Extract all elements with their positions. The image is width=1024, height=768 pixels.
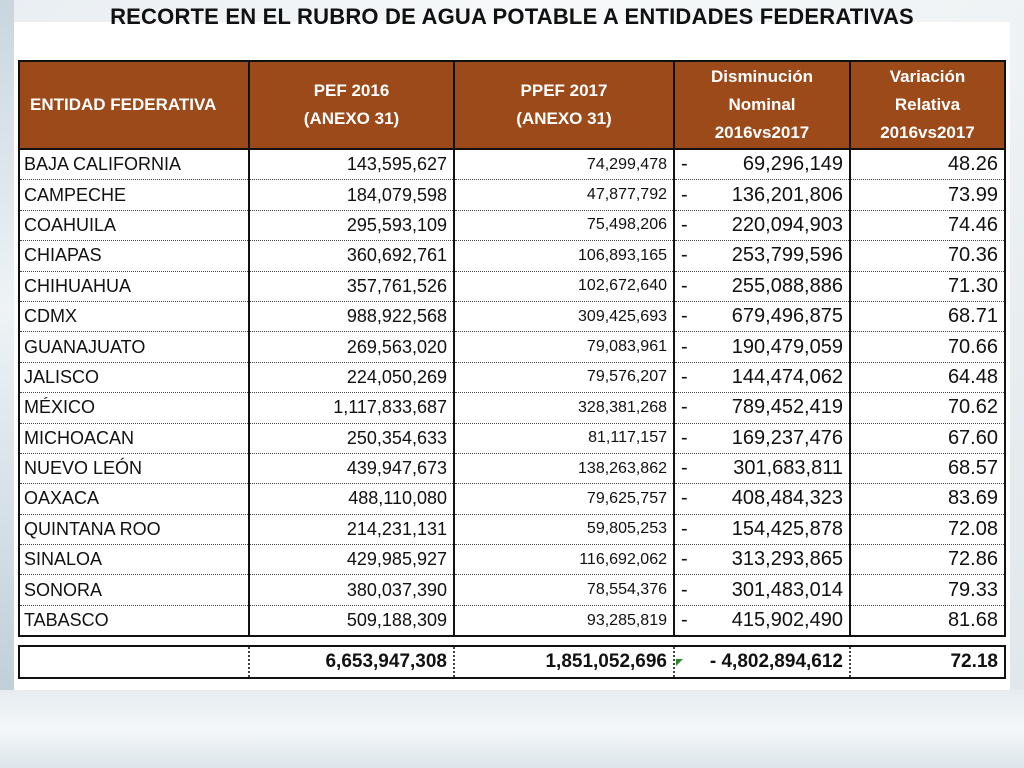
cell-pef2016: 380,037,390 <box>249 575 454 605</box>
table-row <box>19 605 1005 636</box>
table-row <box>19 241 1005 271</box>
table-row <box>19 423 1005 453</box>
cell-variacion: 81.68 <box>850 605 1005 636</box>
total-ppef2017: 1,851,052,696 <box>454 646 674 678</box>
totals-body <box>19 636 1005 678</box>
header-entidad-label: ENTIDAD FEDERATIVA <box>30 95 217 114</box>
table-row <box>19 271 1005 301</box>
cell-ppef2017: 81,117,157 <box>454 423 674 453</box>
cell-disminucion <box>674 423 850 453</box>
cell-ppef2017: 79,625,757 <box>454 484 674 514</box>
cell-disminucion <box>674 575 850 605</box>
table-row <box>19 362 1005 392</box>
cell-entidad: MÉXICO <box>19 393 249 423</box>
cell-variacion: 72.86 <box>850 545 1005 575</box>
totals-row <box>19 646 1005 678</box>
table-row <box>19 484 1005 514</box>
cell-ppef2017: 47,877,792 <box>454 180 674 210</box>
disminucion-wrap <box>681 244 843 267</box>
table-row <box>19 514 1005 544</box>
minus-sign: - <box>681 548 688 571</box>
disminucion-value: 144,474,062 <box>731 365 843 388</box>
cell-entidad: CDMX <box>19 301 249 331</box>
table-row <box>19 575 1005 605</box>
disminucion-value: 313,293,865 <box>731 548 843 571</box>
minus-sign: - <box>681 457 688 480</box>
cell-ppef2017: 79,083,961 <box>454 332 674 362</box>
table-header <box>19 61 1005 149</box>
total-disminucion: - 4,802,894,612 <box>674 646 850 678</box>
minus-sign: - <box>681 487 688 510</box>
cell-comment-marker <box>676 659 683 666</box>
cell-pef2016: 269,563,020 <box>249 332 454 362</box>
minus-sign: - <box>681 426 688 449</box>
minus-sign: - <box>681 244 688 267</box>
disminucion-wrap <box>681 305 843 328</box>
disminucion-value: 220,094,903 <box>731 213 843 236</box>
disminucion-value: 408,484,323 <box>731 487 843 510</box>
cell-variacion: 74.46 <box>850 210 1005 240</box>
header-pef2016 <box>249 61 454 149</box>
cell-disminucion <box>674 393 850 423</box>
table-row <box>19 301 1005 331</box>
disminucion-value: 789,452,419 <box>731 396 843 419</box>
cell-pef2016: 988,922,568 <box>249 301 454 331</box>
disminucion-value: 301,483,014 <box>731 578 843 601</box>
header-entidad <box>19 61 249 149</box>
cell-variacion: 48.26 <box>850 149 1005 180</box>
cell-pef2016: 357,761,526 <box>249 271 454 301</box>
slide-left-edge <box>0 0 14 768</box>
disminucion-wrap <box>681 396 843 419</box>
cell-entidad: MICHOACAN <box>19 423 249 453</box>
minus-sign: - <box>681 517 688 540</box>
cell-disminucion <box>674 301 850 331</box>
disminucion-wrap <box>681 609 843 632</box>
cell-variacion: 68.57 <box>850 453 1005 483</box>
disminucion-value: 301,683,811 <box>733 457 843 480</box>
disminucion-value: 255,088,886 <box>731 274 843 297</box>
cell-variacion: 72.08 <box>850 514 1005 544</box>
disminucion-wrap <box>681 427 843 450</box>
budget-table <box>18 60 1006 679</box>
cell-entidad: SINALOA <box>19 545 249 575</box>
disminucion-wrap <box>681 579 843 602</box>
cell-pef2016: 143,595,627 <box>249 149 454 180</box>
cell-ppef2017: 74,299,478 <box>454 149 674 180</box>
cell-pef2016: 509,188,309 <box>249 605 454 636</box>
minus-sign: - <box>681 396 688 419</box>
disminucion-value: 679,496,875 <box>731 305 843 328</box>
minus-sign: - <box>681 305 688 328</box>
cell-disminucion <box>674 484 850 514</box>
cell-entidad: SONORA <box>19 575 249 605</box>
cell-ppef2017: 59,805,253 <box>454 514 674 544</box>
cell-variacion: 70.66 <box>850 332 1005 362</box>
header-disminucion <box>674 61 850 149</box>
header-variacion-line2: Relativa <box>894 95 961 114</box>
header-variacion-line3: 2016vs2017 <box>880 123 975 142</box>
header-pef2016-line2: (ANEXO 31) <box>303 109 400 128</box>
cell-entidad: NUEVO LEÓN <box>19 453 249 483</box>
disminucion-wrap <box>681 548 843 571</box>
cell-pef2016: 360,692,761 <box>249 241 454 271</box>
cell-disminucion <box>674 362 850 392</box>
header-variacion <box>850 61 1005 149</box>
cell-entidad: TABASCO <box>19 605 249 636</box>
header-variacion-line1: Variación <box>889 67 966 86</box>
total-pef2016: 6,653,947,308 <box>249 646 454 678</box>
disminucion-wrap <box>681 518 843 541</box>
cell-entidad: CHIAPAS <box>19 241 249 271</box>
cell-pef2016: 439,947,673 <box>249 453 454 483</box>
cell-disminucion <box>674 545 850 575</box>
cell-entidad: BAJA CALIFORNIA <box>19 149 249 180</box>
cell-ppef2017: 106,893,165 <box>454 241 674 271</box>
cell-variacion: 70.36 <box>850 241 1005 271</box>
minus-sign: - <box>681 274 688 297</box>
disminucion-wrap <box>681 457 843 480</box>
cell-pef2016: 295,593,109 <box>249 210 454 240</box>
table-row <box>19 332 1005 362</box>
disminucion-wrap <box>681 214 843 237</box>
cell-disminucion <box>674 210 850 240</box>
cell-variacion: 71.30 <box>850 271 1005 301</box>
cell-pef2016: 429,985,927 <box>249 545 454 575</box>
disminucion-wrap <box>681 275 843 298</box>
disminucion-value: 253,799,596 <box>731 244 843 267</box>
spacer-row <box>19 636 1005 646</box>
cell-variacion: 83.69 <box>850 484 1005 514</box>
cell-entidad: CHIHUAHUA <box>19 271 249 301</box>
disminucion-wrap <box>681 153 843 176</box>
cell-pef2016: 250,354,633 <box>249 423 454 453</box>
cell-disminucion <box>674 149 850 180</box>
disminucion-wrap <box>681 487 843 510</box>
cell-disminucion <box>674 241 850 271</box>
cell-ppef2017: 79,576,207 <box>454 362 674 392</box>
header-row <box>19 61 1005 149</box>
disminucion-value: 415,902,490 <box>731 609 843 632</box>
disminucion-value: 190,479,059 <box>731 335 843 358</box>
minus-sign: - <box>681 213 688 236</box>
cell-ppef2017: 328,381,268 <box>454 393 674 423</box>
cell-disminucion <box>674 332 850 362</box>
minus-sign: - <box>681 365 688 388</box>
cell-variacion: 70.62 <box>850 393 1005 423</box>
cell-entidad: GUANAJUATO <box>19 332 249 362</box>
disminucion-wrap <box>681 184 843 207</box>
header-disminucion-line2: Nominal <box>728 95 796 114</box>
header-ppef2017 <box>454 61 674 149</box>
cell-ppef2017: 78,554,376 <box>454 575 674 605</box>
cell-ppef2017: 116,692,062 <box>454 545 674 575</box>
table-row <box>19 210 1005 240</box>
cell-entidad: QUINTANA ROO <box>19 514 249 544</box>
table-body <box>19 149 1005 636</box>
cell-disminucion <box>674 514 850 544</box>
disminucion-value: 136,201,806 <box>731 183 843 206</box>
header-disminucion-line1: Disminución <box>710 67 813 86</box>
cell-entidad: OAXACA <box>19 484 249 514</box>
cell-variacion: 79.33 <box>850 575 1005 605</box>
cell-entidad: CAMPECHE <box>19 180 249 210</box>
disminucion-wrap <box>681 336 843 359</box>
cell-pef2016: 214,231,131 <box>249 514 454 544</box>
cell-variacion: 67.60 <box>850 423 1005 453</box>
cell-pef2016: 488,110,080 <box>249 484 454 514</box>
minus-sign: - <box>681 153 688 176</box>
table-row <box>19 393 1005 423</box>
header-pef2016-line1: PEF 2016 <box>313 81 390 100</box>
cell-disminucion <box>674 605 850 636</box>
page-title: RECORTE EN EL RUBRO DE AGUA POTABLE A ENTIDADES FEDERATIVAS <box>110 4 914 29</box>
cell-disminucion <box>674 453 850 483</box>
cell-variacion: 73.99 <box>850 180 1005 210</box>
table-row <box>19 453 1005 483</box>
cell-ppef2017: 93,285,819 <box>454 605 674 636</box>
cell-entidad: COAHUILA <box>19 210 249 240</box>
disminucion-value: 154,425,878 <box>731 517 843 540</box>
slide-bottom-edge <box>0 690 1024 768</box>
table-row <box>19 545 1005 575</box>
header-disminucion-line3: 2016vs2017 <box>714 123 810 142</box>
disminucion-value: 69,296,149 <box>742 153 843 176</box>
cell-ppef2017: 75,498,206 <box>454 210 674 240</box>
cell-entidad: JALISCO <box>19 362 249 392</box>
minus-sign: - <box>681 183 688 206</box>
disminucion-wrap <box>681 366 843 389</box>
cell-ppef2017: 102,672,640 <box>454 271 674 301</box>
cell-ppef2017: 138,263,862 <box>454 453 674 483</box>
minus-sign: - <box>681 578 688 601</box>
cell-pef2016: 184,079,598 <box>249 180 454 210</box>
table-row <box>19 149 1005 180</box>
disminucion-value: 169,237,476 <box>731 426 843 449</box>
cell-ppef2017: 309,425,693 <box>454 301 674 331</box>
table-row <box>19 180 1005 210</box>
minus-sign: - <box>681 335 688 358</box>
cell-variacion: 64.48 <box>850 362 1005 392</box>
cell-pef2016: 224,050,269 <box>249 362 454 392</box>
cell-disminucion <box>674 271 850 301</box>
minus-sign: - <box>681 609 688 632</box>
cell-variacion: 68.71 <box>850 301 1005 331</box>
header-ppef2017-line2: (ANEXO 31) <box>516 109 612 128</box>
cell-pef2016: 1,117,833,687 <box>249 393 454 423</box>
total-variacion: 72.18 <box>850 646 1005 678</box>
header-ppef2017-line1: PPEF 2017 <box>520 81 608 100</box>
cell-disminucion <box>674 180 850 210</box>
total-entidad <box>19 646 249 678</box>
